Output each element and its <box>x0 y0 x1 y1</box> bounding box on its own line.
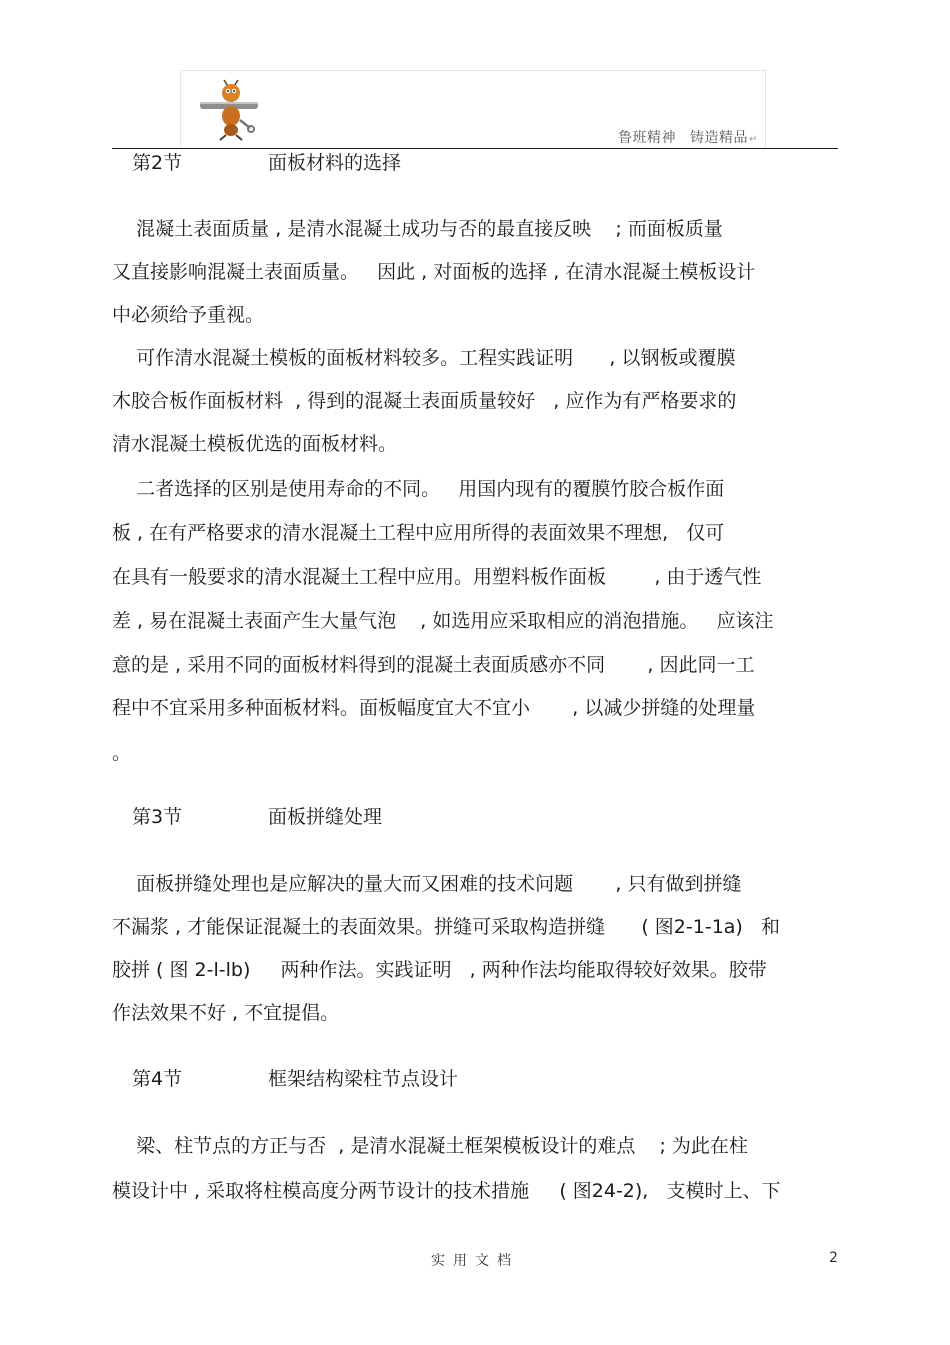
paragraph-line: 面板拼缝处理也是应解决的量大而又困难的技术问题 , 只有做到拼缝 <box>112 873 742 895</box>
section-number: 第4节 <box>132 1068 183 1090</box>
paragraph-line: 在具有一般要求的清水混凝土工程中应用。用塑料板作面板 , 由于透气性 <box>112 566 762 588</box>
footer-label: 实用文档 <box>431 1253 519 1269</box>
paragraph-line: 不漏浆 , 才能保证混凝土的表面效果。拼缝可采取构造拼缝 ( 图2-1-1a) 和 <box>112 916 780 938</box>
paragraph-line: 程中不宜采用多种面板材料。面板幅度宜大不宜小 , 以减少拼缝的处理量 <box>112 697 756 719</box>
paragraph-line: 模设计中 , 采取将柱模高度分两节设计的技术措施 ( 图24-2), 支模时上、下 <box>112 1180 781 1202</box>
paragraph-line: 胶拼 ( 图 2-l-lb) 两种作法。实践证明 , 两种作法均能取得较好效果。胶带 <box>112 959 767 981</box>
section-title: 面板材料的选择 <box>268 152 402 174</box>
page-number: 2 <box>829 1250 838 1266</box>
section-number: 第2节 <box>132 152 183 174</box>
paragraph-line: 作法效果不好 , 不宜提倡。 <box>112 1002 340 1024</box>
paragraph-line: 二者选择的区别是使用寿命的不同。 用国内现有的覆膜竹胶合板作面 <box>112 478 725 500</box>
paragraph-line: 梁、柱节点的方正与否 , 是清水混凝土框架模板设计的难点 ; 为此在柱 <box>112 1135 748 1157</box>
paragraph-line: 可作清水混凝土模板的面板材料较多。工程实践证明 , 以钢板或覆膜 <box>112 347 736 369</box>
paragraph-line: 板 , 在有严格要求的清水混凝土工程中应用所得的表面效果不理想, 仅可 <box>112 522 725 544</box>
section-title: 框架结构梁柱节点设计 <box>268 1068 459 1090</box>
paragraph-line: 意的是 , 采用不同的面板材料得到的混凝土表面质感亦不同 , 因此同一工 <box>112 654 755 676</box>
paragraph-line: 差 , 易在混凝土表面产生大量气泡 , 如选用应采取相应的消泡措施。 应该注 <box>112 610 774 632</box>
paragraph-line: 木胶合板作面板材料 , 得到的混凝土表面质量较好 , 应作为有严格要求的 <box>112 390 737 412</box>
header-slogan <box>618 127 758 147</box>
return-mark-icon: ↵ <box>749 134 758 145</box>
slogan-part-2: 铸造精品 <box>690 130 748 146</box>
paragraph-line: 中必须给予重视。 <box>112 304 265 326</box>
slogan-part-1: 鲁班精神 <box>618 130 676 146</box>
paragraph-line: 清水混凝土模板优选的面板材料。 <box>112 433 398 455</box>
section-title: 面板拼缝处理 <box>268 806 383 828</box>
ant-mascot-logo <box>198 78 262 142</box>
paragraph-line: 混凝土表面质量 , 是清水混凝土成功与否的最直接反映 ; 而面板质量 <box>112 218 723 240</box>
paragraph-line: 。 <box>112 742 132 764</box>
section-number: 第3节 <box>132 806 183 828</box>
paragraph-line: 又直接影响混凝土表面质量。 因此 , 对面板的选择 , 在清水混凝土模板设计 <box>112 261 756 283</box>
header-divider <box>112 148 838 149</box>
